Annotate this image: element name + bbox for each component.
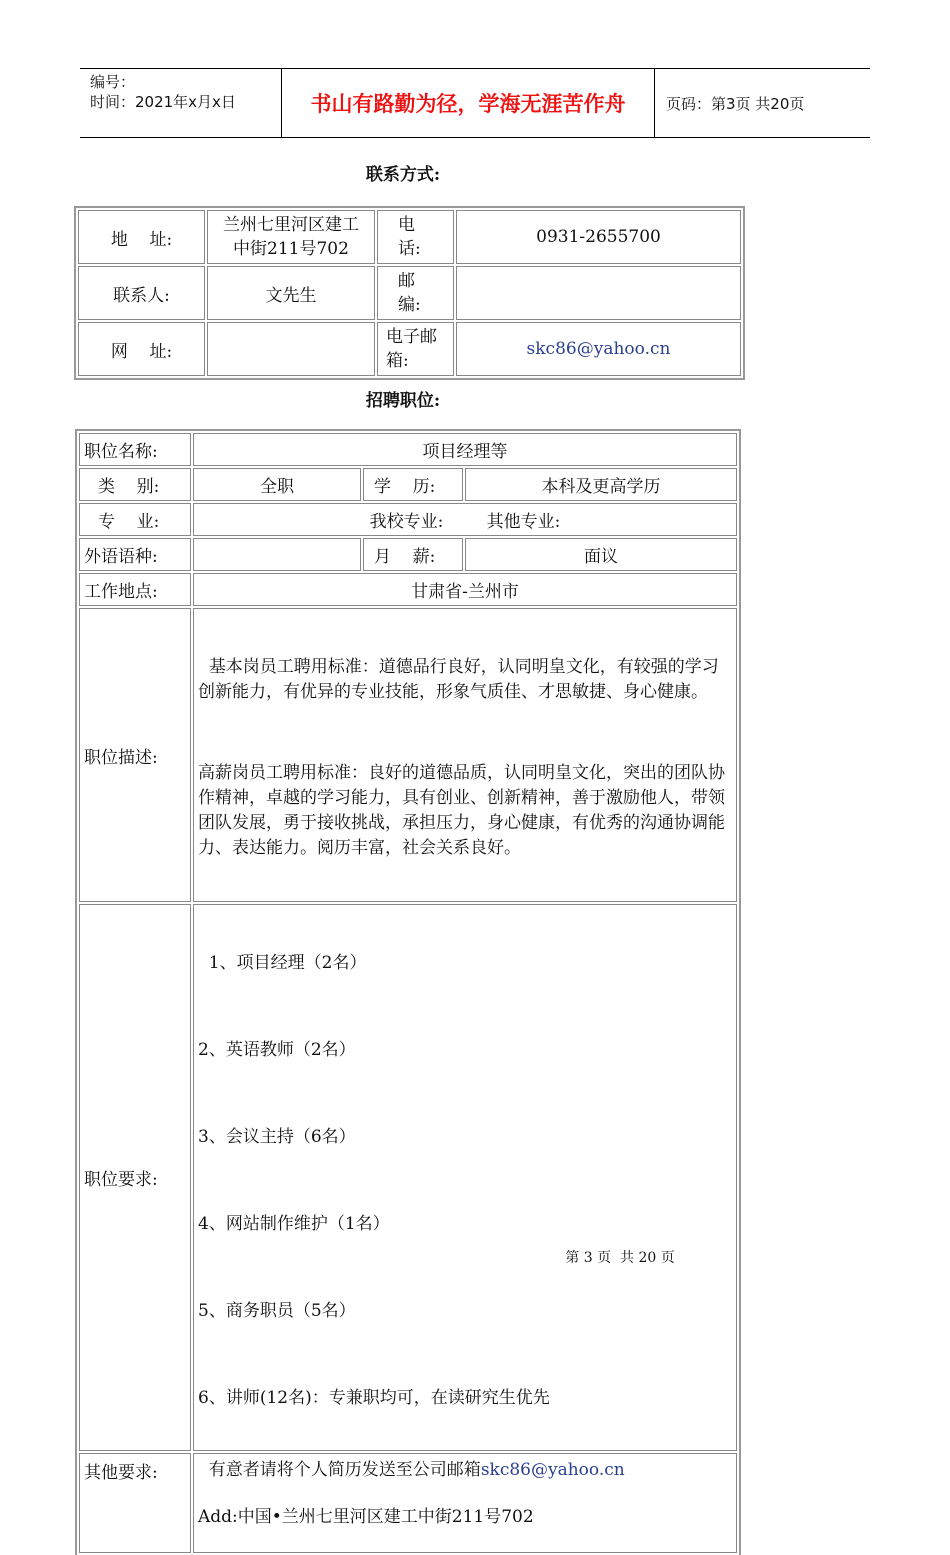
document-number-label: 编号：	[90, 73, 136, 91]
row-language-salary	[79, 538, 737, 571]
contact-row-person	[78, 266, 741, 320]
postcode-label-line-2: 编:	[398, 295, 421, 315]
contact-section-title: 联系方式:	[365, 165, 441, 185]
row-requirements	[79, 904, 737, 1451]
website-label: 网 址:	[78, 322, 205, 376]
contact-person-value: 文先生	[207, 266, 375, 320]
email-label	[377, 322, 454, 376]
row-location	[79, 573, 737, 606]
address-line-2: 中街211号702	[233, 239, 349, 259]
phone-label-line-1: 电	[398, 215, 415, 235]
requirement-item: 5、商务职员（5名）	[198, 1301, 356, 1321]
page-header	[80, 68, 870, 138]
contact-table	[76, 208, 743, 378]
location-label: 工作地点:	[79, 573, 191, 606]
requirement-item: 1、项目经理（2名）	[198, 953, 367, 973]
other-line-1	[198, 1458, 732, 1482]
recruit-section-title: 招聘职位:	[365, 391, 441, 411]
location-value: 甘肃省-兰州市	[193, 573, 737, 606]
type-value: 全职	[193, 468, 361, 501]
row-other	[79, 1453, 737, 1553]
contact-person-label: 联系人:	[78, 266, 205, 320]
header-meta	[80, 69, 282, 137]
row-type-education	[79, 468, 737, 501]
requirement-item: 2、英语教师（2名）	[198, 1040, 356, 1060]
salary-label: 月 薪:	[363, 538, 463, 571]
address-value	[207, 210, 375, 264]
phone-label	[377, 210, 454, 264]
email-link[interactable]: skc86@yahoo.cn	[456, 322, 741, 376]
requirement-item: 4、网站制作维护（1名）	[198, 1214, 390, 1234]
address-label: 地 址:	[78, 210, 205, 264]
email-label-line-2: 箱:	[386, 351, 409, 371]
description-paragraph-senior: 高薪岗员工聘用标准：良好的道德品质，认同明皇文化，突出的团队协作精神，卓越的学习能力，具有创业、创新精神，善于激励他人，带领团队发展，勇于接收挑战，承担压力，身心健康，有优秀的沟通协调能力、表达能力。阅历丰富，社会关系良好。	[198, 763, 725, 858]
position-label: 职位名称:	[79, 433, 191, 466]
requirements-label: 职位要求:	[79, 904, 191, 1451]
education-value: 本科及更高学历	[465, 468, 737, 501]
requirement-item: 6、讲师(12名)：专兼职均可，在读研究生优先	[198, 1388, 550, 1408]
description-value	[193, 608, 737, 902]
type-label: 类 别:	[79, 468, 191, 501]
language-label: 外语语种:	[79, 538, 191, 571]
description-label: 职位描述:	[79, 608, 191, 902]
phone-value: 0931-2655700	[456, 210, 741, 264]
other-email-link[interactable]: skc86@yahoo.cn	[480, 1460, 625, 1480]
recruit-table	[77, 431, 739, 1555]
row-description	[79, 608, 737, 902]
other-line-2: Add:中国•兰州七里河区建工中街211号702	[198, 1507, 534, 1527]
phone-label-line-2: 话:	[398, 239, 421, 259]
salary-value: 面议	[465, 538, 737, 571]
language-value	[193, 538, 361, 571]
header-page-number: 页码：第3页 共20页	[666, 94, 805, 113]
postcode-label	[377, 266, 454, 320]
contact-row-website	[78, 322, 741, 376]
header-motto: 书山有路勤为径，学海无涯苦作舟	[282, 69, 655, 137]
description-paragraph-basic: 基本岗员工聘用标准：道德品行良好，认同明皇文化，有较强的学习创新能力，有优异的专业技能，形象气质佳、才思敏捷、身心健康。	[198, 657, 719, 702]
major-label: 专 业:	[79, 503, 191, 536]
website-value[interactable]	[207, 322, 375, 376]
document-time-label: 时间：2021年x月x日	[90, 93, 236, 111]
other-value	[193, 1453, 737, 1553]
row-position	[79, 433, 737, 466]
address-line-1: 兰州七里河区建工	[223, 215, 359, 235]
other-line-1-text: 有意者请将个人简历发送至公司邮箱	[198, 1460, 481, 1480]
page-footer: 第 3 页 共 20 页	[565, 1250, 675, 1266]
contact-row-address	[78, 210, 741, 264]
postcode-value	[456, 266, 741, 320]
requirement-item: 3、会议主持（6名）	[198, 1127, 356, 1147]
requirements-list	[193, 904, 737, 1451]
position-value: 项目经理等	[193, 433, 737, 466]
row-major	[79, 503, 737, 536]
other-label: 其他要求:	[79, 1453, 191, 1553]
email-label-line-1: 电子邮	[386, 327, 437, 347]
postcode-label-line-1: 邮	[398, 271, 415, 291]
major-value: 我校专业: 其他专业:	[193, 503, 737, 536]
education-label: 学 历:	[363, 468, 463, 501]
